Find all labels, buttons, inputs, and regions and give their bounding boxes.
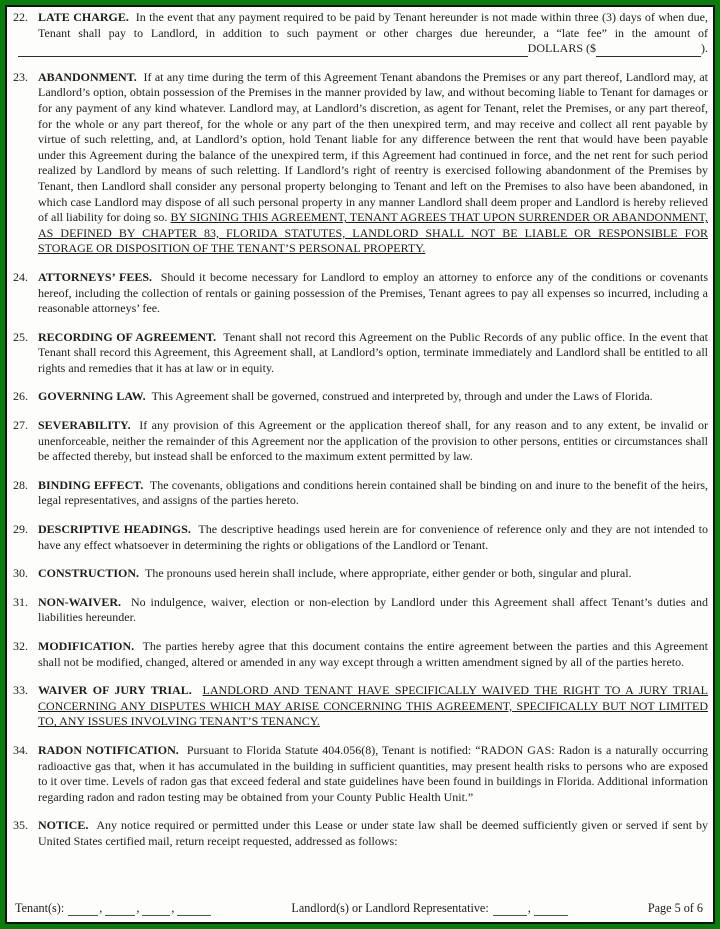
section-32-modification: [10, 639, 708, 670]
section-paragraph: [38, 639, 708, 670]
section-number: 25.: [13, 329, 28, 344]
section-heading: DESCRIPTIVE HEADINGS.: [38, 522, 191, 537]
section-heading: WAIVER OF JURY TRIAL.: [38, 683, 192, 698]
section-paragraph: [38, 683, 708, 730]
section-30-construction: [10, 566, 708, 582]
section-number: 32.: [13, 639, 28, 653]
section-body: Should it become necessary for Landlord to employ an attorney to enforce any of the conditions or covenants hereof, including the collection of rentals or gaining possession of the Premises, Tenant agrees to pay all expenses so incurred, including a reasonable attorneys’ fee.: [38, 269, 709, 316]
section-26-governing-law: [10, 389, 708, 405]
section-heading: NOTICE.: [38, 818, 89, 833]
section-body: This Agreement shall be governed, construed and interpreted by, through and under the Laws of Florida.: [151, 389, 653, 404]
section-24-attorneys-fees: [10, 270, 708, 317]
section-25-recording-of-agreement: [10, 330, 708, 377]
section-underlined-text: BY SIGNING THIS AGREEMENT, TENANT AGREES THAT UPON SURRENDER OR ABANDONMENT, AS DEFINED BY CHAPTER 83, FLORIDA STATUTES, LANDLORD SHALL NOT BE LIABLE OR RESPONSIBLE FOR STORAGE OR DISPOSITION OF THE TENANT’S PERSONAL PROPERTY.: [38, 210, 708, 256]
separator: ,: [99, 901, 103, 915]
section-paragraph: [38, 70, 708, 257]
section-paragraph: [38, 743, 708, 805]
section-paragraph: [38, 595, 708, 626]
section-heading: NON-WAIVER.: [38, 594, 122, 609]
section-heading: CONSTRUCTION.: [38, 566, 140, 581]
section-body: No indulgence, waiver, election or non-election by Landlord under this Agreement shall affect Tenant’s duties and liabilities hereunder.: [38, 594, 709, 625]
tenant-label: Tenant(s):: [15, 901, 68, 915]
tenant-initial-blank-1[interactable]: [68, 903, 98, 916]
landlord-initials-group: [291, 901, 568, 916]
document-content-area: [5, 5, 715, 924]
section-heading: ABANDONMENT.: [38, 69, 137, 84]
section-body: Any notice required or permitted under this Lease or under state law shall be deemed sufficiently given or served if sent by United States certified mail, return receipt requested, addressed as follows:: [38, 818, 709, 848]
section-33-waiver-of-jury-trial: [10, 683, 708, 730]
section-heading: ATTORNEYS’ FEES.: [38, 269, 153, 284]
section-heading: MODIFICATION.: [38, 639, 135, 653]
section-body: The descriptive headings used herein are for convenience of reference only and they are not intended to have any effect whatsoever in determining the rights or obligations of the Landlord or Tenant.: [38, 522, 708, 552]
section-number: 34.: [13, 742, 28, 757]
section-number: 33.: [13, 683, 28, 698]
section-paragraph: [38, 566, 708, 582]
dollars-label: DOLLARS ($: [527, 41, 596, 56]
landlord-label: Landlord(s) or Landlord Representative:: [291, 901, 492, 915]
section-31-non-waiver: [10, 595, 708, 626]
section-body: If at any time during the term of this Agreement Tenant abandons the Premises or any part thereof, Landlord may, at Landlord’s option, obtain possession of the Premises in the manner provided by law, and without becoming liable to Tenant for damages or for any payment of any kind whatever. Landlord may, at Landlord’s discretion, as agent for Tenant, relet the Premises, or any part thereof, for the whole or any part thereof, for the whole or any part of the then unexpired term, and may receive and collect all rent payable by virtue of such reletting, and, at Landlord’s option, hold Tenant liable for any difference between the rent that would have been payable under this Agreement during the balance of the unexpired term, if this Agreement had continued in force, and the net rent for such period realized by Landlord by means of such reletting. If Landlord’s right of reentry is exercised following abandonment of the Premises by Tenant, then Landlord shall consider any personal property belonging to Tenant and left on the Premises to also have been abandoned, in which case Landlord may dispose of all such personal property in any manner Landlord shall deem proper and Landlord is hereby relieved of all liability for doing so.: [38, 69, 708, 225]
tenant-initial-blank-3[interactable]: [142, 903, 170, 916]
section-paragraph: [38, 818, 708, 849]
section-34-radon-notification: [10, 743, 708, 805]
section-heading: LATE CHARGE.: [38, 10, 129, 24]
section-underlined-text: LANDLORD AND TENANT HAVE SPECIFICALLY WAIVED THE RIGHT TO A JURY TRIAL CONCERNING ANY DISPUTES WHICH MAY ARISE CONCERNING THIS AGREEMENT, SPECIFICALLY BUT NOT LIMITED TO, ANY ISSUES INVOLVING TENANT’S TENANCY.: [38, 683, 709, 729]
section-body: The covenants, obligations and conditions herein contained shall be binding on and inure to the benefit of the heirs, legal representatives, and assigns of the parties hereto.: [38, 477, 709, 508]
section-paragraph: [38, 389, 708, 405]
section-number: 29.: [13, 522, 28, 537]
section-number: 26.: [13, 389, 28, 404]
page-footer: [15, 901, 703, 916]
section-paragraph: [38, 478, 708, 509]
tenant-initial-blank-4[interactable]: [177, 903, 211, 916]
section-28-binding-effect: [10, 478, 708, 509]
section-number: 24.: [13, 269, 28, 284]
section-35-notice: [10, 818, 708, 849]
section-number: 31.: [13, 594, 28, 609]
late-fee-fill-line: [18, 41, 708, 57]
section-heading: GOVERNING LAW.: [38, 389, 146, 404]
section-heading: SEVERABILITY.: [38, 418, 131, 433]
section-23-abandonment: [10, 70, 708, 257]
section-number: 23.: [13, 69, 28, 84]
section-body: The pronouns used herein shall include, where appropriate, either gender or both, singular and plural.: [145, 566, 632, 581]
tenant-initials-group: [15, 901, 212, 916]
tenant-initial-blank-2[interactable]: [105, 903, 135, 916]
late-fee-amount-words-blank[interactable]: [18, 43, 528, 57]
close-paren-label: ).: [701, 41, 708, 56]
section-paragraph: [38, 270, 708, 317]
separator: ,: [171, 901, 175, 915]
separator: ,: [527, 901, 531, 915]
section-paragraph: [38, 418, 708, 465]
section-body: The parties hereby agree that this document contains the entire agreement between the parties and this Agreement shall not be modified, changed, altered or amended in any way except through a written amendment signed by all of the parties hereto.: [38, 639, 708, 669]
section-number: 22.: [13, 10, 28, 24]
section-22-late-charge: [10, 10, 708, 57]
section-29-descriptive-headings: [10, 522, 708, 553]
section-number: 27.: [13, 418, 28, 433]
section-body: Pursuant to Florida Statute 404.056(8), Tenant is notified: “RADON GAS: Radon is a naturally occurring radioactive gas that, when it has accumulated in the building in sufficient quantities, may present health risks to persons who are exposed to it over time. Levels of radon gas that exceed federal and state guidelines have been found in buildings in Florida. Additional information regarding radon and radon testing may be obtained from your County Public Health Unit.”: [38, 742, 708, 804]
page-number-label: Page 5 of 6: [647, 901, 703, 915]
section-number: 28.: [13, 477, 28, 492]
landlord-initial-blank-1[interactable]: [493, 903, 527, 916]
section-heading: RADON NOTIFICATION.: [38, 742, 179, 757]
section-number: 30.: [13, 566, 28, 581]
section-27-severability: [10, 418, 708, 465]
section-paragraph: [38, 522, 708, 553]
section-heading: RECORDING OF AGREEMENT.: [38, 329, 217, 344]
section-paragraph: [38, 330, 708, 377]
section-body: Tenant shall not record this Agreement on the Public Records of any public office. In the event that Tenant shall record this Agreement, this Agreement shall, at Landlord’s option, terminate immediately and Landlord shall be entitled to all rights and remedies that it has at law or in equity.: [38, 329, 708, 375]
late-fee-amount-numeric-blank[interactable]: [596, 43, 701, 57]
section-body: In the event that any payment required to be paid by Tenant hereunder is not made within three (3) days of when due, Tenant shall pay to Landlord, in addition to such payment or other charges due hereunder, a “late fee” in the amount of: [38, 10, 708, 40]
section-heading: BINDING EFFECT.: [38, 477, 144, 492]
landlord-initial-blank-2[interactable]: [534, 903, 568, 916]
separator: ,: [136, 901, 140, 915]
section-paragraph: [38, 10, 708, 41]
section-number: 35.: [13, 818, 28, 833]
section-body: If any provision of this Agreement or the application thereof shall, for any reason and to any extent, be invalid or unenforceable, neither the remainder of this Agreement nor the application of the provision to other persons, entities or circumstances shall be affected thereby, but instead shall be enforced to the maximum extent permitted by law.: [38, 418, 708, 464]
